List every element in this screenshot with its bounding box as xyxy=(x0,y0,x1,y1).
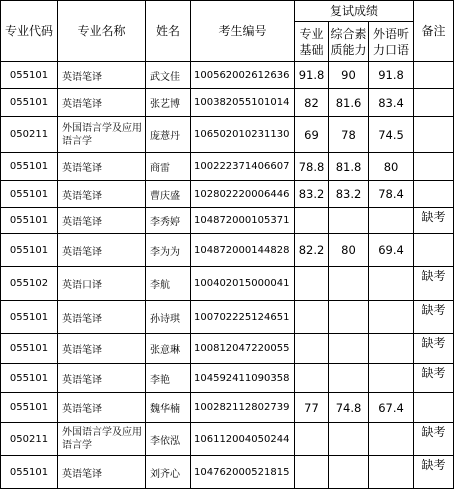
ability-score-cell xyxy=(329,334,369,364)
listening-score-cell: 91.8 xyxy=(369,62,414,89)
name-cell: 张艺博 xyxy=(146,89,191,117)
code-cell: 055101 xyxy=(1,89,58,117)
note-cell xyxy=(414,89,454,117)
major-cell: 英语笔译 xyxy=(58,181,146,208)
header-name: 姓名 xyxy=(146,1,191,62)
exam-id-cell: 100282112802739 xyxy=(191,393,295,423)
basic-score-cell: 82 xyxy=(295,89,329,117)
note-cell xyxy=(414,234,454,267)
code-cell: 055101 xyxy=(1,234,58,267)
note-cell xyxy=(414,393,454,423)
code-cell: 055101 xyxy=(1,364,58,393)
major-cell: 英语笔译 xyxy=(58,456,146,489)
ability-score-cell xyxy=(329,208,369,234)
exam-id-cell: 104762000521815 xyxy=(191,456,295,489)
name-cell: 庞薏丹 xyxy=(146,117,191,153)
code-cell: 050211 xyxy=(1,423,58,456)
ability-score-cell: 81.6 xyxy=(329,89,369,117)
code-cell: 055101 xyxy=(1,393,58,423)
ability-score-cell: 78 xyxy=(329,117,369,153)
basic-score-cell xyxy=(295,456,329,489)
ability-score-cell xyxy=(329,456,369,489)
exam-id-cell: 100222371406607 xyxy=(191,153,295,181)
exam-id-cell: 100812047220055 xyxy=(191,334,295,364)
listening-score-cell: 69.4 xyxy=(369,234,414,267)
name-cell: 商雷 xyxy=(146,153,191,181)
basic-score-cell: 91.8 xyxy=(295,62,329,89)
header-code: 专业代码 xyxy=(1,1,58,62)
note-cell: 缺考 xyxy=(414,208,454,234)
code-cell: 055101 xyxy=(1,62,58,89)
note-cell: 缺考 xyxy=(414,456,454,489)
table-row xyxy=(1,393,454,423)
code-cell: 055101 xyxy=(1,456,58,489)
basic-score-cell: 83.2 xyxy=(295,181,329,208)
basic-score-cell xyxy=(295,334,329,364)
exam-id-cell: 106112004050244 xyxy=(191,423,295,456)
major-cell: 外国语言学及应用语言学 xyxy=(58,117,146,153)
name-cell: 张意琳 xyxy=(146,334,191,364)
exam-id-cell: 106502010231130 xyxy=(191,117,295,153)
header-exam-id: 考生编号 xyxy=(191,1,295,62)
major-cell: 英语笔译 xyxy=(58,334,146,364)
exam-id-cell: 100382055101014 xyxy=(191,89,295,117)
listening-score-cell xyxy=(369,423,414,456)
code-cell: 050211 xyxy=(1,117,58,153)
header-retest: 复试成绩 xyxy=(295,1,414,22)
name-cell: 李航 xyxy=(146,267,191,301)
note-cell: 缺考 xyxy=(414,301,454,334)
basic-score-cell: 69 xyxy=(295,117,329,153)
major-cell: 英语笔译 xyxy=(58,393,146,423)
name-cell: 李秀婷 xyxy=(146,208,191,234)
note-cell xyxy=(414,62,454,89)
header-note: 备注 xyxy=(414,1,454,62)
table-row xyxy=(1,301,454,334)
note-cell: 缺考 xyxy=(414,267,454,301)
exam-id-cell: 104592411090358 xyxy=(191,364,295,393)
listening-score-cell xyxy=(369,456,414,489)
table-row xyxy=(1,117,454,153)
basic-score-cell: 82.2 xyxy=(295,234,329,267)
ability-score-cell xyxy=(329,267,369,301)
table-row xyxy=(1,267,454,301)
ability-score-cell: 83.2 xyxy=(329,181,369,208)
ability-score-cell xyxy=(329,301,369,334)
basic-score-cell xyxy=(295,267,329,301)
header-basic: 专业基础 xyxy=(295,22,329,62)
basic-score-cell xyxy=(295,423,329,456)
code-cell: 055101 xyxy=(1,301,58,334)
table-row xyxy=(1,334,454,364)
listening-score-cell xyxy=(369,364,414,393)
exam-id-cell: 100702225124651 xyxy=(191,301,295,334)
name-cell: 刘齐心 xyxy=(146,456,191,489)
major-cell: 英语笔译 xyxy=(58,62,146,89)
exam-id-cell: 102802220006446 xyxy=(191,181,295,208)
basic-score-cell xyxy=(295,364,329,393)
name-cell: 李艳 xyxy=(146,364,191,393)
exam-id-cell: 100562002612636 xyxy=(191,62,295,89)
table-row xyxy=(1,423,454,456)
name-cell: 李为为 xyxy=(146,234,191,267)
listening-score-cell xyxy=(369,334,414,364)
note-cell xyxy=(414,181,454,208)
note-cell: 缺考 xyxy=(414,423,454,456)
code-cell: 055101 xyxy=(1,334,58,364)
basic-score-cell: 77 xyxy=(295,393,329,423)
note-cell xyxy=(414,153,454,181)
listening-score-cell xyxy=(369,301,414,334)
table-row xyxy=(1,89,454,117)
note-cell xyxy=(414,117,454,153)
basic-score-cell: 78.8 xyxy=(295,153,329,181)
major-cell: 外国语言学及应用语言学 xyxy=(58,423,146,456)
table-row xyxy=(1,208,454,234)
exam-id-cell: 100402015000041 xyxy=(191,267,295,301)
ability-score-cell: 81.8 xyxy=(329,153,369,181)
listening-score-cell: 80 xyxy=(369,153,414,181)
name-cell: 曹庆盛 xyxy=(146,181,191,208)
major-cell: 英语笔译 xyxy=(58,364,146,393)
listening-score-cell: 67.4 xyxy=(369,393,414,423)
ability-score-cell: 80 xyxy=(329,234,369,267)
header-major: 专业名称 xyxy=(58,1,146,62)
table-row xyxy=(1,181,454,208)
exam-id-cell: 104872000144828 xyxy=(191,234,295,267)
major-cell: 英语口译 xyxy=(58,267,146,301)
major-cell: 英语笔译 xyxy=(58,301,146,334)
ability-score-cell xyxy=(329,364,369,393)
name-cell: 魏华楠 xyxy=(146,393,191,423)
note-cell: 缺考 xyxy=(414,334,454,364)
header-row-1 xyxy=(1,1,454,22)
header-listening: 外语听力口语 xyxy=(369,22,414,62)
name-cell: 武文佳 xyxy=(146,62,191,89)
ability-score-cell: 90 xyxy=(329,62,369,89)
ability-score-cell xyxy=(329,423,369,456)
header-ability: 综合素质能力 xyxy=(329,22,369,62)
listening-score-cell: 83.4 xyxy=(369,89,414,117)
listening-score-cell: 74.5 xyxy=(369,117,414,153)
code-cell: 055101 xyxy=(1,208,58,234)
major-cell: 英语笔译 xyxy=(58,208,146,234)
table-row xyxy=(1,364,454,393)
basic-score-cell xyxy=(295,208,329,234)
note-cell: 缺考 xyxy=(414,364,454,393)
code-cell: 055101 xyxy=(1,153,58,181)
listening-score-cell xyxy=(369,208,414,234)
code-cell: 055101 xyxy=(1,181,58,208)
table-row xyxy=(1,153,454,181)
ability-score-cell: 74.8 xyxy=(329,393,369,423)
name-cell: 李依泓 xyxy=(146,423,191,456)
listening-score-cell: 78.4 xyxy=(369,181,414,208)
major-cell: 英语笔译 xyxy=(58,89,146,117)
basic-score-cell xyxy=(295,301,329,334)
name-cell: 孙诗琪 xyxy=(146,301,191,334)
major-cell: 英语笔译 xyxy=(58,153,146,181)
code-cell: 055102 xyxy=(1,267,58,301)
major-cell: 英语笔译 xyxy=(58,234,146,267)
table-row xyxy=(1,456,454,489)
listening-score-cell xyxy=(369,267,414,301)
table-row xyxy=(1,62,454,89)
table-row xyxy=(1,234,454,267)
exam-id-cell: 104872000105371 xyxy=(191,208,295,234)
table-body xyxy=(1,62,454,489)
